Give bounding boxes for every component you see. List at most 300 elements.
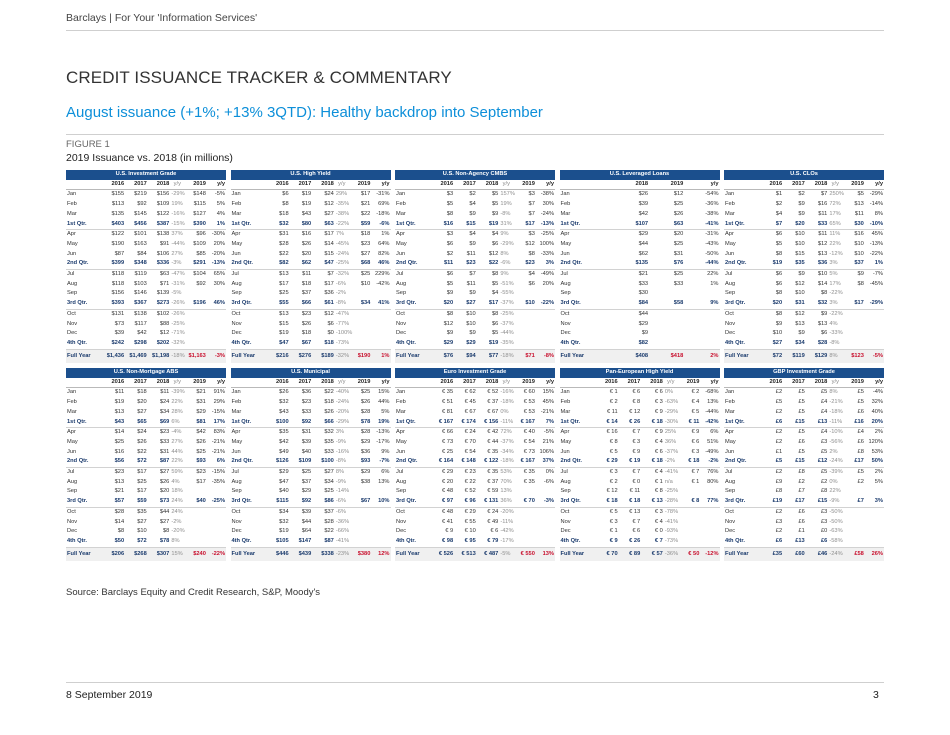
row-label: Dec: [725, 330, 736, 337]
table-cell: € 20: [442, 478, 454, 485]
table-cell: $6: [528, 280, 535, 287]
table-cell: [207, 537, 226, 547]
table-cell: € 13: [641, 497, 664, 507]
table-cell: $35: [324, 438, 334, 445]
table-cell: 29%: [213, 399, 225, 406]
table-cell: € 11: [606, 408, 618, 415]
table-cell: $219: [134, 191, 147, 198]
row-label: Apr: [67, 429, 76, 436]
table-cell: $44: [638, 310, 649, 317]
table-row: [395, 299, 555, 309]
table-cell: $36: [324, 290, 334, 297]
table-cell: $66: [290, 299, 313, 309]
row-label: Oct: [396, 508, 405, 515]
table-row: [724, 270, 884, 280]
table-cell: [349, 487, 372, 497]
table-cell: [865, 309, 884, 319]
table-cell: € 550: [513, 547, 536, 561]
table-cell: -20%: [211, 250, 225, 257]
table-cell: -6%: [371, 220, 390, 230]
table-cell: -16%: [500, 389, 514, 396]
table-cell: $9: [469, 290, 476, 297]
table-row: [560, 320, 720, 330]
table-cell: -36%: [664, 547, 678, 561]
table-cell: £5: [798, 389, 805, 396]
table-cell: $69: [148, 418, 171, 428]
table-cell: [536, 339, 555, 349]
table-cell: $127: [193, 210, 206, 217]
table-cell: 40%: [871, 408, 883, 415]
table-cell: $9: [641, 330, 649, 337]
table-cell: $8: [446, 310, 454, 317]
table-row: [560, 457, 720, 467]
table-cell: $5: [775, 240, 783, 247]
table-cell: £2: [821, 478, 828, 485]
table-cell: € 487: [477, 547, 500, 561]
table-cell: € 2: [691, 389, 700, 396]
table-cell: $29: [301, 488, 312, 495]
column-header: 2018: [477, 180, 500, 190]
table-row: [724, 339, 884, 349]
table-cell: € 23: [464, 469, 476, 476]
table-cell: $25: [114, 438, 125, 445]
table-cell: $145: [134, 210, 147, 217]
table-cell: 8%: [828, 349, 842, 363]
table-cell: £5: [857, 399, 864, 406]
table-cell: $11: [818, 231, 828, 238]
table-cell: -49%: [705, 448, 719, 455]
table-cell: [678, 507, 701, 517]
table-cell: € 7: [691, 469, 700, 476]
table-cell: 6%: [710, 429, 719, 436]
table-cell: £8: [821, 488, 828, 495]
table-row: [724, 527, 884, 537]
table-cell: $28: [114, 508, 125, 515]
row-label: Aug: [560, 478, 571, 485]
row-label: Feb: [67, 201, 77, 208]
table-cell: $17: [279, 280, 289, 287]
table-cell: £8: [798, 469, 805, 476]
table-cell: £5: [798, 448, 805, 455]
row-label: Jan: [725, 389, 735, 396]
table-cell: [349, 309, 372, 319]
row-label: 1st Qtr.: [724, 418, 761, 428]
table-cell: $85: [196, 250, 206, 257]
table-cell: $19: [279, 330, 289, 337]
table-cell: $122: [111, 231, 125, 238]
u-s-non-mortgage-abs-panel: [66, 368, 226, 561]
table-cell: $19: [761, 259, 784, 269]
table-cell: 45%: [871, 231, 883, 238]
table-cell: $32: [279, 518, 289, 525]
column-header: 2017: [454, 180, 477, 190]
table-cell: $367: [125, 299, 148, 309]
table-row: [66, 527, 226, 537]
table-cell: $59: [125, 497, 148, 507]
table-cell: -42%: [700, 418, 719, 428]
table-cell: $403: [103, 220, 126, 230]
table-cell: $206: [103, 547, 126, 561]
table-cell: -36%: [705, 201, 719, 208]
row-label: Aug: [67, 478, 78, 485]
table-cell: € 5: [609, 508, 618, 515]
table-cell: $190: [111, 240, 125, 247]
table-cell: $66: [312, 418, 335, 428]
table-cell: [207, 527, 226, 537]
table-row: [231, 320, 391, 330]
row-label: Jun: [231, 448, 241, 455]
table-cell: 13%: [500, 488, 512, 495]
table-cell: 37%: [171, 231, 183, 238]
table-row: [231, 309, 391, 319]
issuance-table: [395, 170, 555, 363]
table-cell: [684, 320, 719, 330]
table-cell: £3: [821, 438, 828, 445]
table-cell: 0%: [664, 389, 674, 396]
table-cell: $146: [134, 290, 147, 297]
table-row: [560, 200, 720, 210]
table-cell: -38%: [705, 210, 719, 217]
table-cell: 1%: [207, 220, 226, 230]
table-cell: -31%: [171, 280, 185, 287]
table-cell: -68%: [705, 389, 719, 396]
table-row: [231, 448, 391, 458]
table-cell: € 24: [487, 508, 499, 515]
table-cell: $13: [279, 310, 289, 317]
table-cell: $115: [193, 201, 206, 208]
table-cell: 29%: [335, 191, 348, 198]
table-cell: € 9: [596, 537, 619, 547]
table-cell: $1,469: [125, 349, 148, 363]
table-cell: -71%: [171, 330, 185, 337]
table-cell: $16: [854, 231, 864, 238]
table-cell: € 526: [432, 547, 455, 561]
table-cell: € 54: [523, 438, 535, 445]
issuance-table: [231, 368, 391, 561]
row-label: Jul: [560, 271, 568, 278]
row-label: 2nd Qtr.: [66, 259, 103, 269]
table-cell: £5: [857, 389, 864, 396]
table-cell: [536, 527, 555, 537]
table-row: [724, 398, 884, 408]
table-row: [395, 518, 555, 528]
table-cell: $21: [114, 488, 125, 495]
table-cell: $18: [360, 231, 371, 238]
table-cell: € 11: [629, 488, 641, 495]
table-cell: $12: [525, 240, 535, 247]
table-cell: -42%: [500, 528, 514, 535]
table-cell: $12: [324, 310, 334, 317]
table-cell: -22%: [335, 220, 349, 230]
table-row: [66, 280, 226, 290]
table-cell: [536, 518, 555, 528]
table-row: [724, 259, 884, 269]
table-cell: $4: [492, 290, 499, 297]
row-label: 1st Qtr.: [231, 418, 268, 428]
table-cell: € 18: [678, 457, 701, 467]
table-cell: $25: [360, 271, 371, 278]
table-row: [560, 438, 720, 448]
table-cell: $13: [795, 320, 805, 327]
table-row: [395, 289, 555, 299]
table-cell: $38: [360, 478, 371, 485]
table-cell: $62: [290, 259, 313, 269]
table-cell: -100%: [335, 330, 353, 337]
table-row: [724, 240, 884, 250]
row-label: Aug: [396, 280, 407, 287]
row-label: Dec: [560, 330, 571, 337]
table-cell: $35: [783, 259, 806, 269]
table-cell: -55%: [500, 290, 514, 297]
table-cell: € 9: [691, 429, 700, 436]
table-cell: $12: [443, 320, 454, 327]
table-cell: $26: [301, 320, 312, 327]
table-row: [724, 309, 884, 319]
table-cell: $6: [446, 271, 454, 278]
table-cell: $25: [360, 389, 371, 396]
table-cell: $10: [854, 250, 864, 257]
table-row: [560, 507, 720, 517]
table-cell: $40: [184, 497, 207, 507]
table-row: [66, 457, 226, 467]
table-cell: € 37: [487, 399, 499, 406]
row-label: Full Year: [560, 547, 597, 561]
table-cell: $25: [673, 240, 684, 247]
table-row: [231, 428, 391, 438]
table-row: [66, 438, 226, 448]
table-cell: [349, 329, 372, 339]
table-row: [66, 388, 226, 398]
table-cell: € 2: [609, 478, 618, 485]
table-cell: € 67: [487, 408, 499, 415]
table-cell: € 60: [523, 389, 535, 396]
table-cell: € 3: [654, 399, 663, 406]
table-cell: € 513: [454, 547, 477, 561]
table-cell: 6%: [207, 457, 226, 467]
table-cell: -8%: [335, 457, 349, 467]
table-cell: $22: [279, 250, 289, 257]
table-cell: $19: [301, 191, 312, 198]
table-cell: $34: [279, 508, 289, 515]
table-cell: $4: [775, 210, 783, 217]
table-cell: € 81: [442, 408, 454, 415]
table-cell: $26: [360, 399, 371, 406]
table-row: [395, 270, 555, 280]
table-cell: $34: [349, 299, 372, 309]
table-cell: $11: [818, 210, 828, 217]
table-cell: € 97: [432, 497, 455, 507]
table-cell: € 35: [523, 478, 535, 485]
table-cell: 5%: [874, 478, 883, 485]
table-cell: $115: [267, 497, 290, 507]
table-row: [66, 468, 226, 478]
table-cell: -31%: [376, 191, 390, 198]
table-cell: € 148: [454, 457, 477, 467]
table-cell: $93: [349, 457, 372, 467]
issuance-table: [724, 368, 884, 561]
table-cell: -36%: [335, 518, 350, 525]
table-cell: [184, 320, 207, 330]
table-cell: $55: [267, 299, 290, 309]
column-header: 2019: [184, 180, 207, 190]
row-label: Dec: [231, 330, 242, 337]
table-cell: $2: [446, 250, 454, 257]
table-cell: $5: [492, 330, 499, 337]
table-cell: $42: [196, 429, 206, 436]
table-cell: 1%: [865, 259, 884, 269]
table-cell: 250%: [829, 191, 844, 198]
table-cell: -21%: [211, 438, 225, 445]
table-row: [66, 537, 226, 547]
table-cell: € 95: [454, 537, 477, 547]
table-cell: -44%: [705, 408, 719, 415]
table-row: [231, 518, 391, 528]
row-label: Oct: [725, 508, 734, 515]
column-header: [66, 180, 103, 190]
table-row: [231, 527, 391, 537]
table-cell: € 37: [487, 478, 499, 485]
table-cell: $40: [279, 488, 289, 495]
table-cell: -6%: [335, 497, 349, 507]
row-label: Dec: [396, 528, 407, 535]
table-row: [724, 457, 884, 467]
table-cell: $73: [148, 497, 171, 507]
table-cell: £5: [821, 448, 828, 455]
row-label: Mar: [725, 210, 735, 217]
table-cell: £5: [798, 399, 805, 406]
table-cell: -6%: [543, 478, 554, 485]
table-cell: $39: [114, 330, 125, 337]
row-label: Full Year: [395, 547, 432, 561]
table-cell: -6%: [499, 259, 513, 269]
row-label: Full Year: [66, 547, 103, 561]
table-cell: £5: [857, 469, 864, 476]
column-header: y/y: [499, 180, 513, 190]
table-cell: -66%: [335, 528, 350, 535]
table-cell: $29: [196, 408, 206, 415]
column-header: [395, 378, 432, 388]
table-cell: £8: [857, 448, 864, 455]
table-cell: $10: [137, 528, 147, 535]
table-cell: $10: [513, 299, 536, 309]
table-cell: [536, 537, 555, 547]
table-cell: $9: [821, 310, 828, 317]
table-cell: $77: [477, 349, 500, 363]
table-cell: $18: [301, 280, 312, 287]
table-cell: $82: [614, 339, 649, 349]
table-cell: 46%: [207, 299, 226, 309]
table-cell: [371, 487, 390, 497]
table-cell: $30: [842, 220, 865, 230]
table-cell: -41%: [664, 518, 679, 525]
table-row: [231, 487, 391, 497]
table-cell: € 14: [596, 418, 619, 428]
column-header: 2019: [513, 180, 536, 190]
row-label: 1st Qtr.: [560, 418, 597, 428]
table-cell: -21%: [540, 408, 554, 415]
table-cell: -37%: [499, 299, 513, 309]
table-cell: € 18: [641, 418, 664, 428]
table-cell: € 70: [464, 438, 476, 445]
row-label: Aug: [560, 280, 571, 287]
row-label: Jan: [396, 191, 406, 198]
row-label: Jul: [396, 271, 404, 278]
table-cell: £7: [842, 497, 865, 507]
column-header: 2016: [103, 378, 126, 388]
table-cell: $20: [159, 488, 170, 495]
issuance-table: [560, 368, 720, 561]
table-cell: -21%: [211, 448, 225, 455]
table-cell: [842, 339, 865, 349]
table-cell: 36%: [664, 438, 677, 445]
table-cell: $3: [446, 191, 454, 198]
table-row: [395, 210, 555, 220]
table-row: [560, 299, 720, 309]
table-cell: $56: [103, 457, 126, 467]
table-cell: $11: [302, 271, 312, 278]
table-cell: 30%: [213, 280, 225, 287]
table-cell: $104: [193, 271, 206, 278]
table-row: [395, 329, 555, 339]
table-cell: $24: [324, 191, 334, 198]
table-cell: € 167: [513, 457, 536, 467]
table-cell: $17: [360, 191, 371, 198]
table-cell: € 73: [442, 438, 454, 445]
table-cell: 3%: [865, 497, 884, 507]
table-cell: [842, 309, 865, 319]
table-cell: $13: [817, 320, 828, 327]
table-cell: 53%: [500, 469, 512, 476]
row-label: Nov: [231, 518, 242, 525]
table-cell: -6%: [335, 280, 346, 287]
table-cell: $9: [798, 271, 805, 278]
row-label: Oct: [67, 310, 76, 317]
table-row: [395, 190, 555, 200]
table-row: [395, 250, 555, 260]
table-cell: £6: [857, 438, 864, 445]
table-cell: $8: [775, 250, 783, 257]
table-cell: $4: [469, 201, 476, 208]
table-row: [395, 468, 555, 478]
table-cell: £2: [775, 408, 783, 415]
table-cell: £15: [783, 418, 806, 428]
table-cell: -16%: [171, 210, 185, 217]
table-cell: $28: [279, 240, 289, 247]
table-row: [724, 250, 884, 260]
table-cell: 50%: [865, 457, 884, 467]
column-header: 2017: [454, 378, 477, 388]
table-cell: $72: [761, 349, 784, 363]
table-cell: $11: [466, 250, 476, 257]
column-header: [231, 378, 268, 388]
table-row: [560, 448, 720, 458]
table-cell: $11: [854, 210, 864, 217]
table-cell: [184, 329, 207, 339]
row-label: Oct: [231, 508, 241, 515]
column-header: [231, 180, 268, 190]
table-cell: £9: [775, 478, 783, 485]
table-cell: $17: [513, 220, 536, 230]
row-label: Jul: [560, 469, 568, 476]
column-header: y/y: [865, 180, 884, 190]
row-label: 4th Qtr.: [560, 339, 614, 349]
table-cell: $96: [196, 231, 206, 238]
table-cell: £1: [775, 448, 783, 455]
table-cell: -18%: [499, 457, 513, 467]
table-cell: [700, 518, 719, 528]
table-cell: $44: [159, 508, 170, 515]
table-row: [560, 487, 720, 497]
